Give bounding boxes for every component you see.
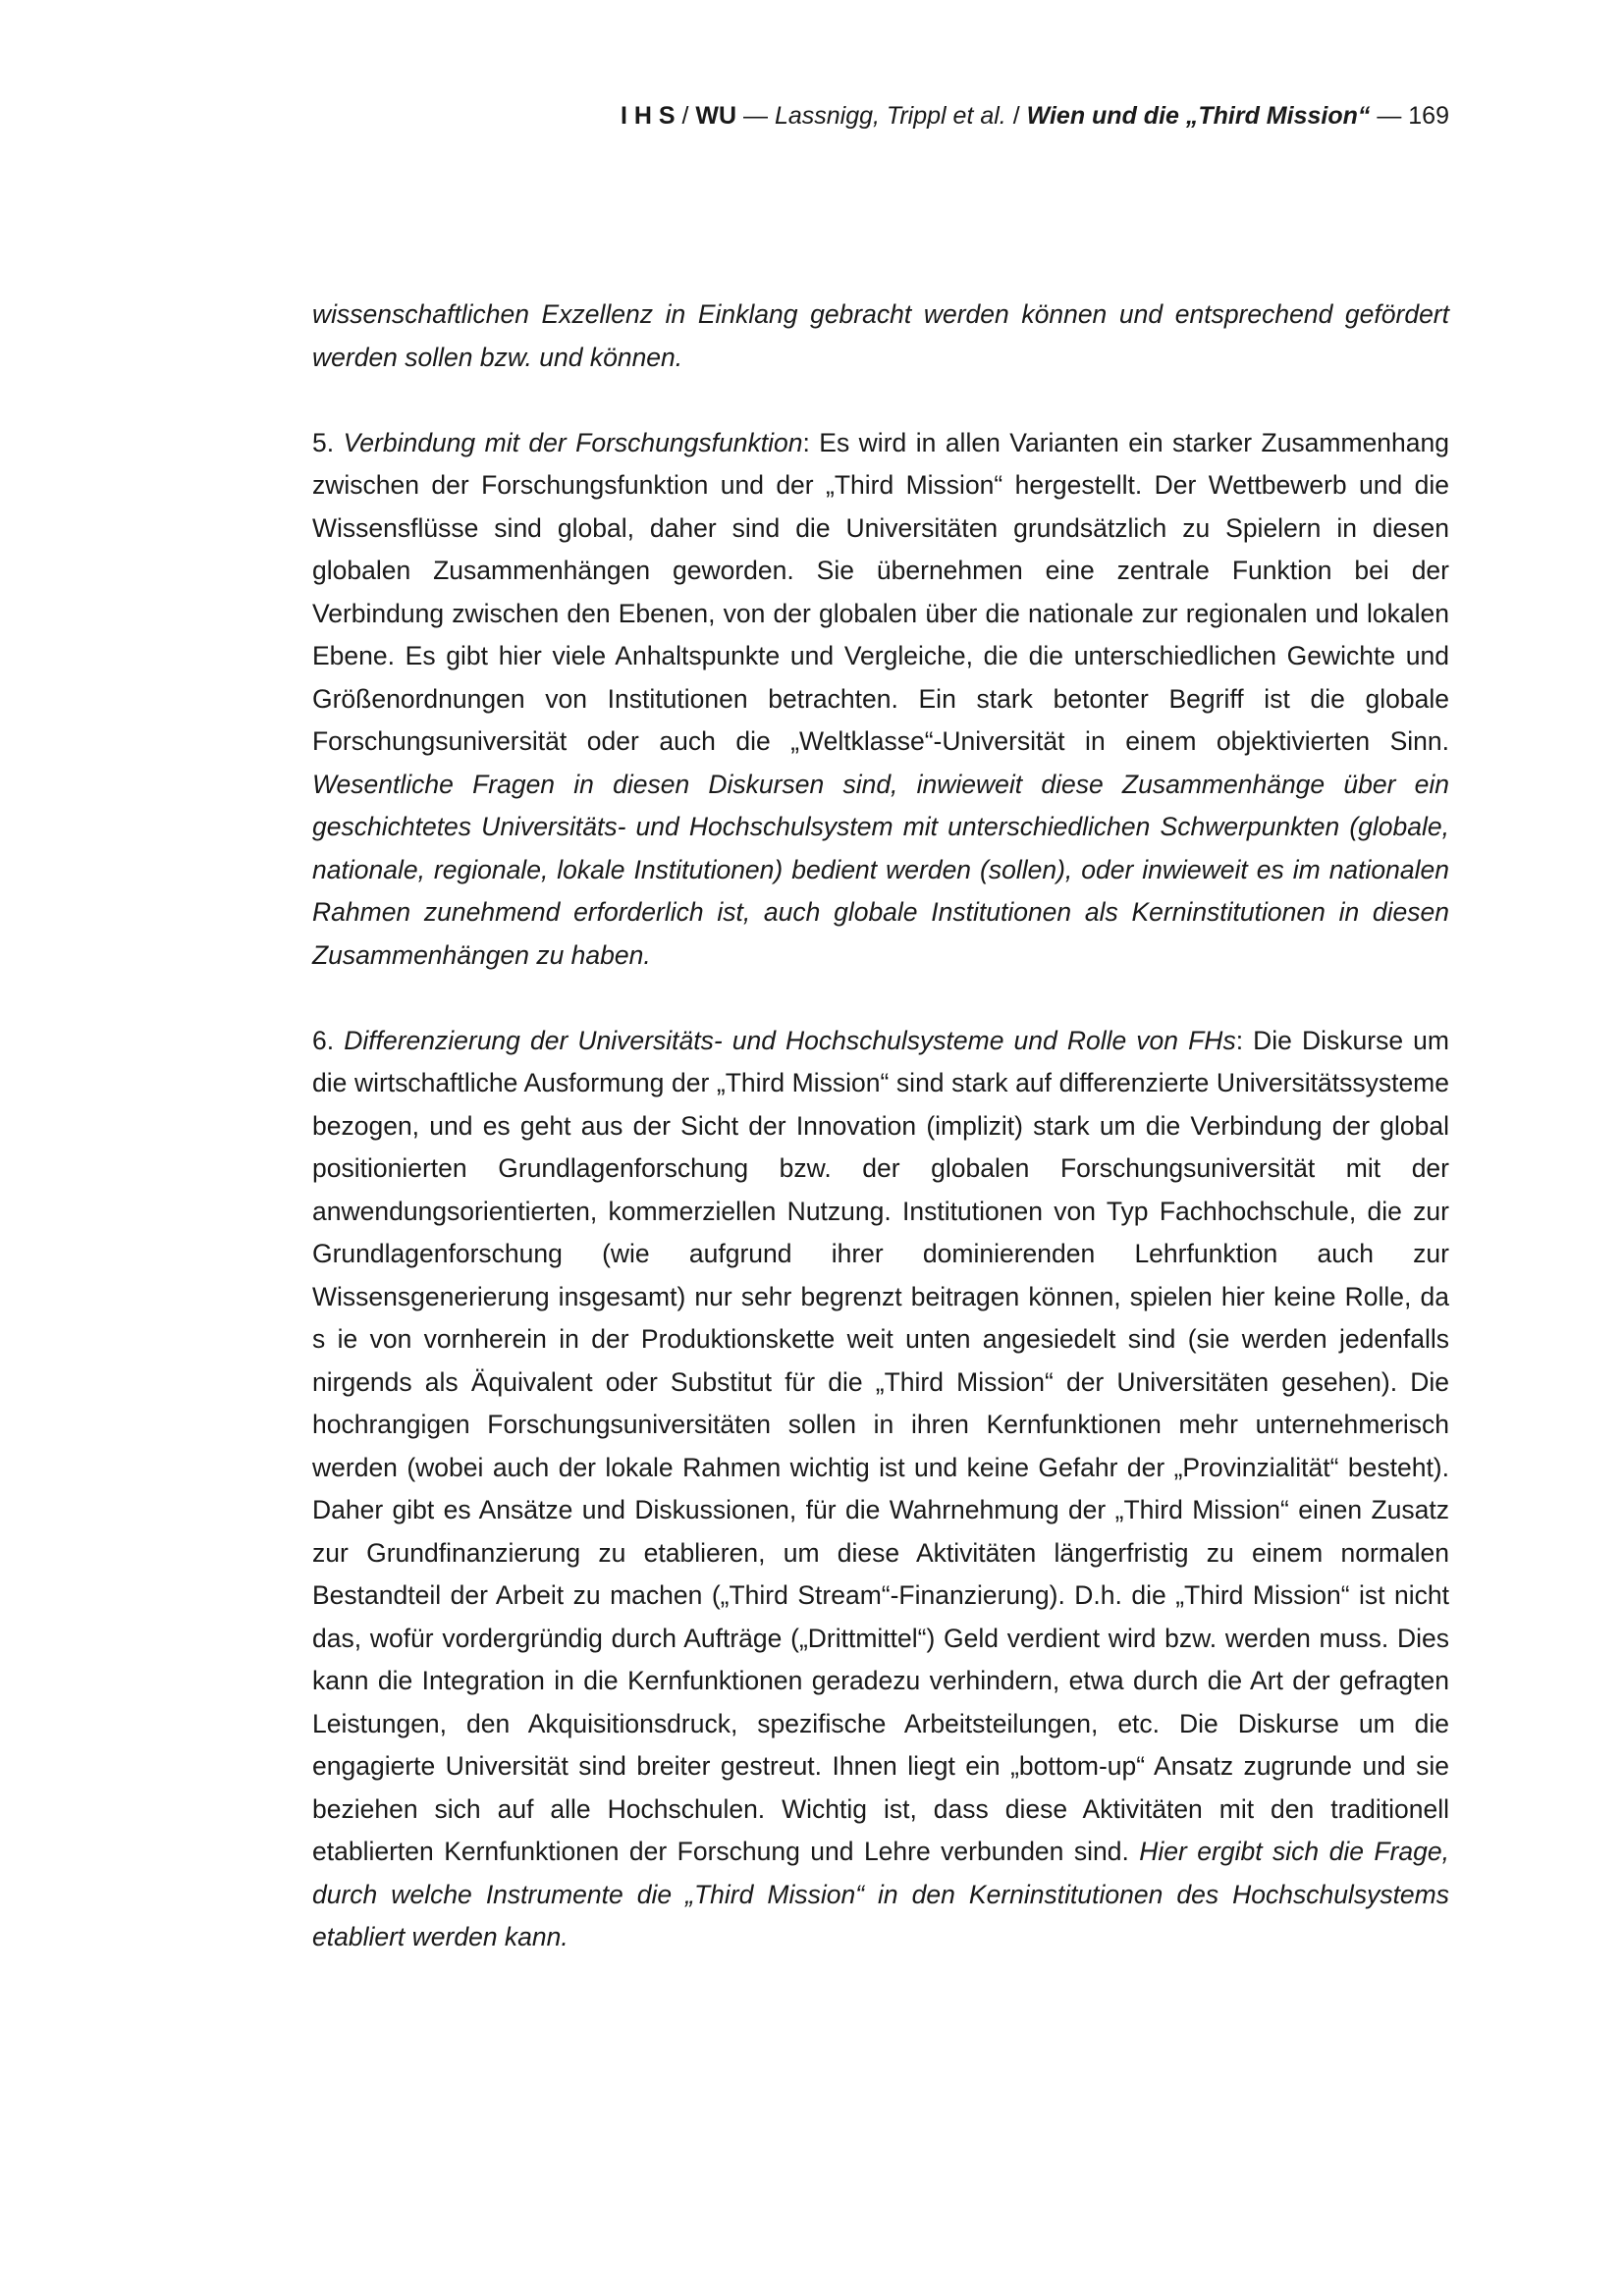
header-title: Wien und die „Third Mission“: [1026, 102, 1371, 130]
paragraph-5-number: 5.: [312, 427, 344, 457]
paragraph-6-heading: Differenzierung der Universitäts- und Hochschulsysteme und Rolle von FHs: [344, 1025, 1236, 1055]
header-dash-2: —: [1370, 102, 1409, 130]
paragraph-5-heading: Verbindung mit der Forschungsfunktion: [343, 427, 803, 457]
paragraph-6: [312, 1020, 1449, 1959]
paragraph-5: [312, 422, 1449, 978]
header-org: I H S: [620, 102, 676, 130]
paragraph-6-body: : Die Diskurse um die wirtschaftliche Ausformung der „Third Mission“ sind stark auf differenzierte Universitätssysteme bezogen, und es geht aus der Sicht der Innovation (implizit) stark um die Verbindung der global positionierten Grundlagenforschung bzw. der globalen Forschungsuniversität mit der anwendungsorientierten, kommerziellen Nutzung. Institutionen von Typ Fachhochschule, die zur Grundlagenforschung (wie aufgrund ihrer dominierenden Lehrfunktion auch zur Wissensgenerierung insgesamt) nur sehr begrenzt beitragen können, spielen hier keine Rolle, da s ie von vornherein in der Produktionskette weit unten angesiedelt sind (sie werden jedenfalls nirgends als Äquivalent oder Substitut für die „Third Mission“ der Universitäten gesehen). Die hochrangigen Forschungsuniversitäten sollen in ihren Kernfunktionen mehr unternehmerisch werden (wobei auch der lokale Rahmen wichtig ist und keine Gefahr der „Provinzialität“ besteht). Daher gibt es Ansätze und Diskussionen, für die Wahrnehmung der „Third Mission“ einen Zusatz zur Grundfinanzierung zu etablieren, um diese Aktivitäten längerfristig zu einem normalen Bestandteil der Arbeit zu machen („Third Stream“-Finanzierung). D.h. die „Third Mission“ ist nicht das, wofür vordergründig durch Aufträge („Drittmittel“) Geld verdient wird bzw. werden muss. Dies kann die Integration in die Kernfunktionen geradezu verhindern, etwa durch die Art der gefragten Leistungen, den Akquisitionsdruck, spezifische Arbeitsteilungen, etc. Die Diskurse um die engagierte Universität sind breiter gestreut. Ihnen liegt ein „bottom-up“ Ansatz zugrunde und sie beziehen sich auf alle Hochschulen. Wichtig ist, dass diese Aktivitäten mit den traditionell etablierten Kernfunktionen der Forschung und Lehre verbunden sind.: [312, 1025, 1449, 1866]
header-dash: —: [736, 102, 775, 130]
header-authors: Lassnigg, Trippl et al.: [774, 102, 1006, 130]
page-body: [312, 294, 1449, 2002]
paragraph-5-italic-question: Wesentliche Fragen in diesen Diskursen sind, inwieweit diese Zusammenhänge über ein geschichtetes Universitäts- und Hochschulsystem mit unterschiedlichen Schwerpunkten (globale, nationale, regionale, lokale Institutionen) bedient werden (sollen), oder inwieweit es im nationalen Rahmen zunehmend erforderlich ist, auch globale Institutionen als Kerninstitutionen in diesen Zusammenhängen zu haben.: [312, 769, 1449, 970]
paragraph-continuation-text: wissenschaftlichen Exzellenz in Einklang gebracht werden können und entsprechend gefördert werden sollen bzw. und können.: [312, 299, 1449, 372]
header-separator: /: [675, 102, 696, 130]
header-org2: WU: [695, 102, 737, 130]
paragraph-6-italic-question: Hier ergibt sich die Frage, durch welche Instrumente die „Third Mission“ in den Kerninstitutionen des Hochschulsystems etabliert werden kann.: [312, 1837, 1450, 1951]
running-header: [621, 98, 1449, 133]
paragraph-6-number: 6.: [312, 1025, 345, 1055]
page-number: 169: [1408, 102, 1449, 130]
paragraph-continuation: [312, 294, 1449, 379]
paragraph-5-body: : Es wird in allen Varianten ein starker Zusammenhang zwischen der Forschungsfunktion und der „Third Mission“ hergestellt. Der Wettbewerb und die Wissensflüsse sind global, daher sind die Universitäten grundsätzlich zu Spielern in diesen globalen Zusammenhängen geworden. Sie übernehmen eine zentrale Funktion bei der Verbindung zwischen den Ebenen, von der globalen über die nationale zur regionalen und lokalen Ebene. Es gibt hier viele Anhaltspunkte und Vergleiche, die die unterschiedlichen Gewichte und Größenordnungen von Institutionen betrachten. Ein stark betonter Begriff ist die globale Forschungsuniversität oder auch die „Weltklasse“-Universität in einem objektivierten Sinn.: [312, 427, 1449, 756]
header-separator-2: /: [1005, 102, 1027, 130]
